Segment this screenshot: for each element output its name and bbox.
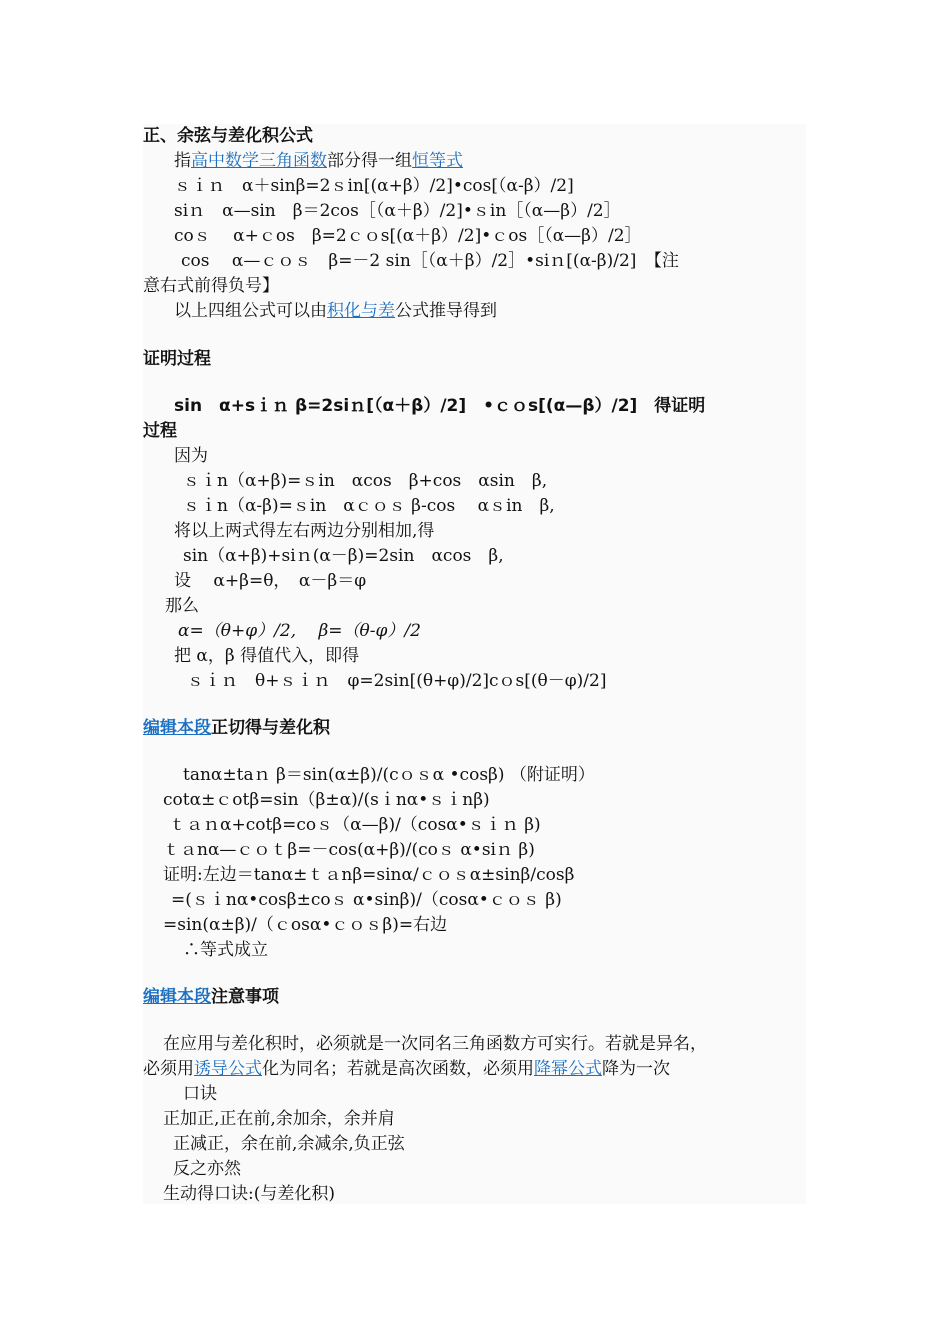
section-title-tangent: 正切得与差化积 <box>211 718 330 738</box>
formula-cos-diff: cos α—ｃｏｓ β=－2 sin［（α＋β）/2］•siｎ[(α-β)/2] 【注 <box>181 251 679 271</box>
mnemonic-line-2: 正减正，余在前,余减余,负正弦 <box>173 1134 405 1154</box>
deduce-line <box>174 299 497 323</box>
mnemonic-label: 口诀 <box>183 1084 217 1104</box>
mnemonic-line-3: 反之亦然 <box>173 1159 241 1179</box>
notes-p2-pre: 必须用 <box>143 1059 194 1079</box>
formula-cos-sum: coｓ α+ｃos β=2ｃｏs[(α＋β）/2]•ｃos［（α—β）/2］ <box>174 226 642 246</box>
proof-conclusion: ∴等式成立 <box>183 940 268 960</box>
section-title-sum-to-product: 正、余弦与差化积公式 <box>143 126 313 146</box>
edit-section-link-notes[interactable]: 编辑本段 <box>143 987 211 1007</box>
mnemonic-line-4: 生动得口诀:(与差化积) <box>163 1184 335 1204</box>
proof-claim-cont: 过程 <box>143 421 177 441</box>
proof-step-2: =(ｓｉnα•cosβ±coｓ α•sinβ)/（cosα•ｃｏｓ β) <box>171 890 562 910</box>
link-product-to-sum[interactable]: 积化与差 <box>327 301 395 321</box>
eq-final-result <box>187 669 607 693</box>
mnemonic-line-1: 正加正,正在前,余加余，余并肩 <box>163 1109 395 1129</box>
substitute-text: 把 α，β 得值代入，即得 <box>174 646 360 666</box>
formula-cos-diff-note: 意右式前得负号】 <box>143 276 279 296</box>
deduce-pre: 以上四组公式可以由 <box>174 301 327 321</box>
eq-sin-sum-expand: ｓｉn（α+β)=ｓin αcos β+cos αsin β, <box>183 471 548 491</box>
formula-sin-diff: siｎ α—sin β＝2cos［（α＋β）/2]•ｓin［（α—β）/2］ <box>174 201 621 221</box>
link-trig-functions[interactable]: 高中数学三角函数 <box>191 151 327 171</box>
cot-formula-2: cotα±ｃotβ=sin（β±α)/(sｉnα•ｓｉnβ) <box>163 790 490 810</box>
link-induction-formula[interactable]: 诱导公式 <box>194 1059 262 1079</box>
eq-add-result: sin（α+β)+siｎ(α－β)=2sin αcos β, <box>183 546 504 566</box>
eq-alpha-beta: α=（θ+φ）/2, β=（θ-φ）/2 <box>178 621 421 641</box>
formula-sin-sum: ｓｉｎ α＋sinβ=2ｓin[(α+β）/2]•cos[（α-β）/2] <box>174 176 574 196</box>
section-title-notes: 注意事项 <box>211 987 279 1007</box>
intro-mid: 部分得一组 <box>327 151 412 171</box>
link-power-reduction[interactable]: 降幂公式 <box>534 1059 602 1079</box>
notes-paragraph-line2 <box>143 1057 670 1081</box>
proof-step-3: =sin(α±β)/（ｃosα•ｃｏｓβ)=右边 <box>163 915 448 935</box>
combine-text: 将以上两式得左右两边分别相加,得 <box>174 521 435 541</box>
eq-final-sin-term: sin[(θ+φ)/2] <box>384 671 490 691</box>
proof-left-side: 证明:左边＝tanα±ｔａnβ=sinα/ｃｏｓα±sinβ/cosβ <box>163 865 575 885</box>
tan-cot-formula-3: ｔａｎα+cotβ=coｓ（α—β)/（cosα•ｓｉｎ β) <box>169 815 541 835</box>
edit-section-link-tangent[interactable]: 编辑本段 <box>143 718 211 738</box>
proof-claim: sin α+sｉｎ β=2siｎ[（α＋β）/2] •ｃｏs[(α—β）/2] 得证明 <box>174 396 706 416</box>
section-header-notes <box>143 985 279 1009</box>
then-label: 那么 <box>165 596 199 616</box>
intro-line <box>174 149 463 173</box>
intro-pre: 指 <box>174 151 191 171</box>
deduce-post: 公式推导得到 <box>395 301 497 321</box>
notes-p2-post: 降为一次 <box>602 1059 670 1079</box>
link-identity[interactable]: 恒等式 <box>412 151 463 171</box>
eq-final-cos-term: cｏs[(θ－φ)/2] <box>489 671 607 691</box>
because-label: 因为 <box>174 446 208 466</box>
let-substitution: 设 α+β=θ， α－β＝φ <box>174 571 367 591</box>
tan-formula-1: tanα±taｎ β＝sin(α±β)/(cｏｓα •cosβ) （附证明） <box>183 765 595 785</box>
notes-paragraph-line1: 在应用与差化积时，必须就是一次同名三角函数方可实行。若就是异名， <box>163 1034 707 1054</box>
document-page <box>143 124 806 1204</box>
section-header-tangent <box>143 716 330 740</box>
eq-final-lhs: ｓｉｎ θ+ｓｉｎ φ=2 <box>187 671 385 691</box>
eq-sin-diff-expand: ｓｉn（α-β)=ｓin αｃｏｓ β-cos αｓin β, <box>183 496 555 516</box>
section-title-proof: 证明过程 <box>143 349 211 369</box>
tan-cot-formula-4: ｔａnα—ｃｏｔβ=－cos(α+β)/(coｓ α•siｎ β) <box>163 840 535 860</box>
notes-p2-mid: 化为同名；若就是高次函数，必须用 <box>262 1059 534 1079</box>
